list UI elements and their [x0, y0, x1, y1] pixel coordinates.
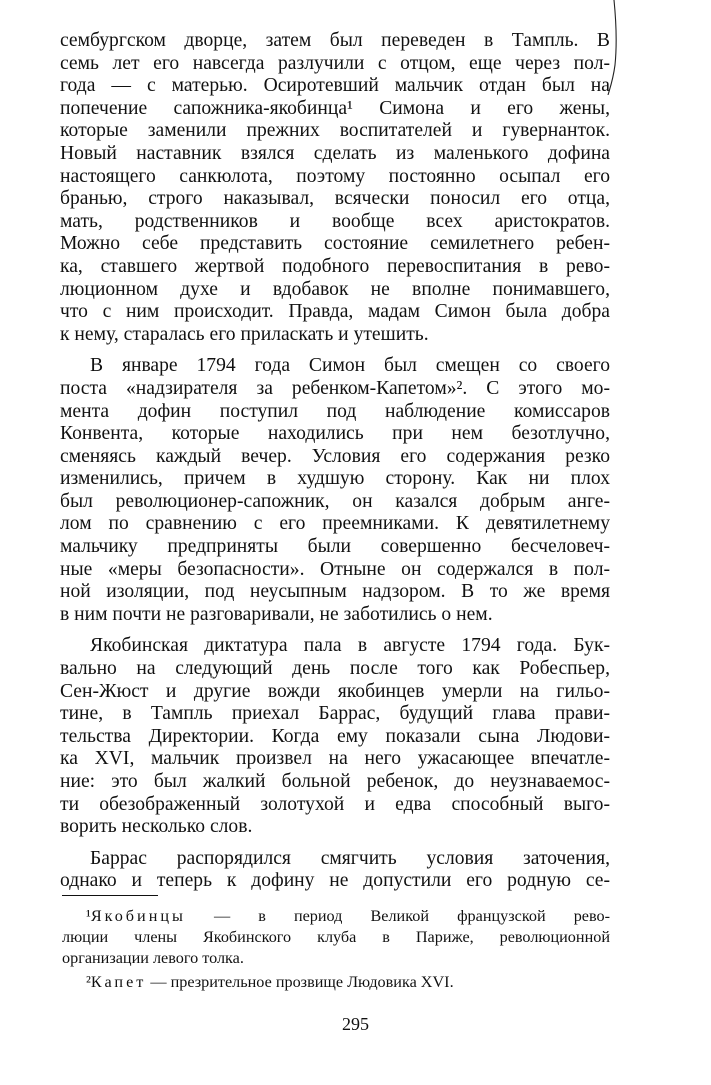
footnotes — [62, 906, 610, 993]
text-line: Сен-Жюст и другие вожди якобинцев умерли на гильо- — [60, 680, 610, 702]
text-line: тине, в Тампль приехал Баррас, будущий глава прави- — [60, 703, 610, 725]
text-line: люционном духе и вдобавок не вполне понимавшего, — [60, 278, 610, 300]
text-line: сембургском дворце, затем был переведен в Тампль. В — [60, 30, 610, 51]
paragraph-first-line: Баррас распорядился смягчить условия заточения, — [90, 847, 610, 869]
text-line: мать, родственников и вообще всех аристократов. — [60, 210, 610, 232]
footnote-divider — [62, 895, 158, 896]
page-number: 295 — [342, 1014, 369, 1034]
text-line: поста «надзирателя за ребенком-Капетом»². С этого мо- — [60, 377, 610, 399]
footnote-1-line: люции члены Якобинского клуба в Париже, революционной — [62, 928, 610, 946]
text-line: года — с матерью. Осиротевший мальчик отдан был на — [60, 75, 610, 97]
text-line: ные «меры безопасности». Отныне он содержался в пол- — [60, 558, 610, 580]
footnote-2-term: Капет — [90, 973, 147, 991]
text-line: сменяясь каждый вечер. Условия его содержания резко — [60, 445, 610, 467]
text-line: вально на следующий день после того как Робеспьер, — [60, 658, 610, 680]
text-line: Можно себе представить состояние семилетнего ребен- — [60, 233, 610, 255]
text-line: настоящего санкюлота, поэтому постоянно осыпал его — [60, 165, 610, 187]
text-line: ка, ставшего жертвой подобного перевоспитания в рево- — [60, 255, 610, 277]
footnote-2-text: — презрительное прозвище Людовика XVI. — [146, 973, 454, 991]
paragraph-first-line: В январе 1794 года Симон был смещен со своего — [90, 355, 610, 377]
text-line: лом по сравнению с его преемниками. К девятилетнему — [60, 513, 610, 535]
text-line: бранью, строго наказывал, всячески поносил его отца, — [60, 188, 610, 210]
footnote-1-line: организации левого толка. — [62, 949, 244, 967]
paragraph-first-line: Якобинская диктатура пала в августе 1794 года. Бук- — [90, 635, 610, 657]
text-line: к нему, старалась его приласкать и утешить. — [60, 323, 429, 345]
text-line: попечение сапожника-якобинца¹ Симона и его жены, — [60, 97, 610, 119]
footnote-2-line — [62, 972, 610, 993]
footnote-1-term: Якобинцы — [90, 907, 186, 925]
text-line: Конвента, которые находились при нем безотлучно, — [60, 423, 610, 445]
text-line: в ним почти не разговаривали, не заботились о нем. — [60, 603, 493, 625]
text-line: ной изоляции, под неусыпным надзором. В то же время — [60, 581, 610, 603]
text-line: ворить несколько слов. — [60, 816, 253, 838]
text-line: мальчику предприняты были совершенно бесчеловеч- — [60, 536, 610, 558]
text-line: которые заменили прежних воспитателей и гувернанток. — [60, 120, 610, 142]
text-line: что с ним происходит. Правда, мадам Симон была добра — [60, 301, 610, 323]
text-line: однако и теперь к дофину не допустили его родную се- — [60, 870, 610, 892]
footnote-2-marker: ² — [86, 973, 91, 991]
footnote-1-text: — в период Великой французской рево- — [185, 907, 610, 925]
text-line: тельства Директории. Когда ему показали сына Людови- — [60, 725, 610, 747]
text-line: был революционер-сапожник, он казался добрым анге- — [60, 490, 610, 512]
footnote-1-line — [62, 906, 610, 927]
text-line: изменились, причем в худшую сторону. Как ни плох — [60, 468, 610, 490]
text-line: ти обезображенный золотухой и едва способный выго- — [60, 793, 610, 815]
text-line: ка XVI, мальчик произвел на него ужасающее впечатле- — [60, 748, 610, 770]
text-line: ние: это был жалкий больной ребенок, до неузнаваемос- — [60, 771, 610, 792]
footnote-1-marker: ¹ — [86, 907, 91, 925]
text-line: Новый наставник взялся сделать из маленького дофина — [60, 142, 610, 164]
text-line: семь лет его навсегда разлучили с отцом, еще через пол- — [60, 52, 610, 74]
text-line: мента дофин поступил под наблюдение комиссаров — [60, 400, 610, 422]
main-text — [60, 30, 610, 893]
